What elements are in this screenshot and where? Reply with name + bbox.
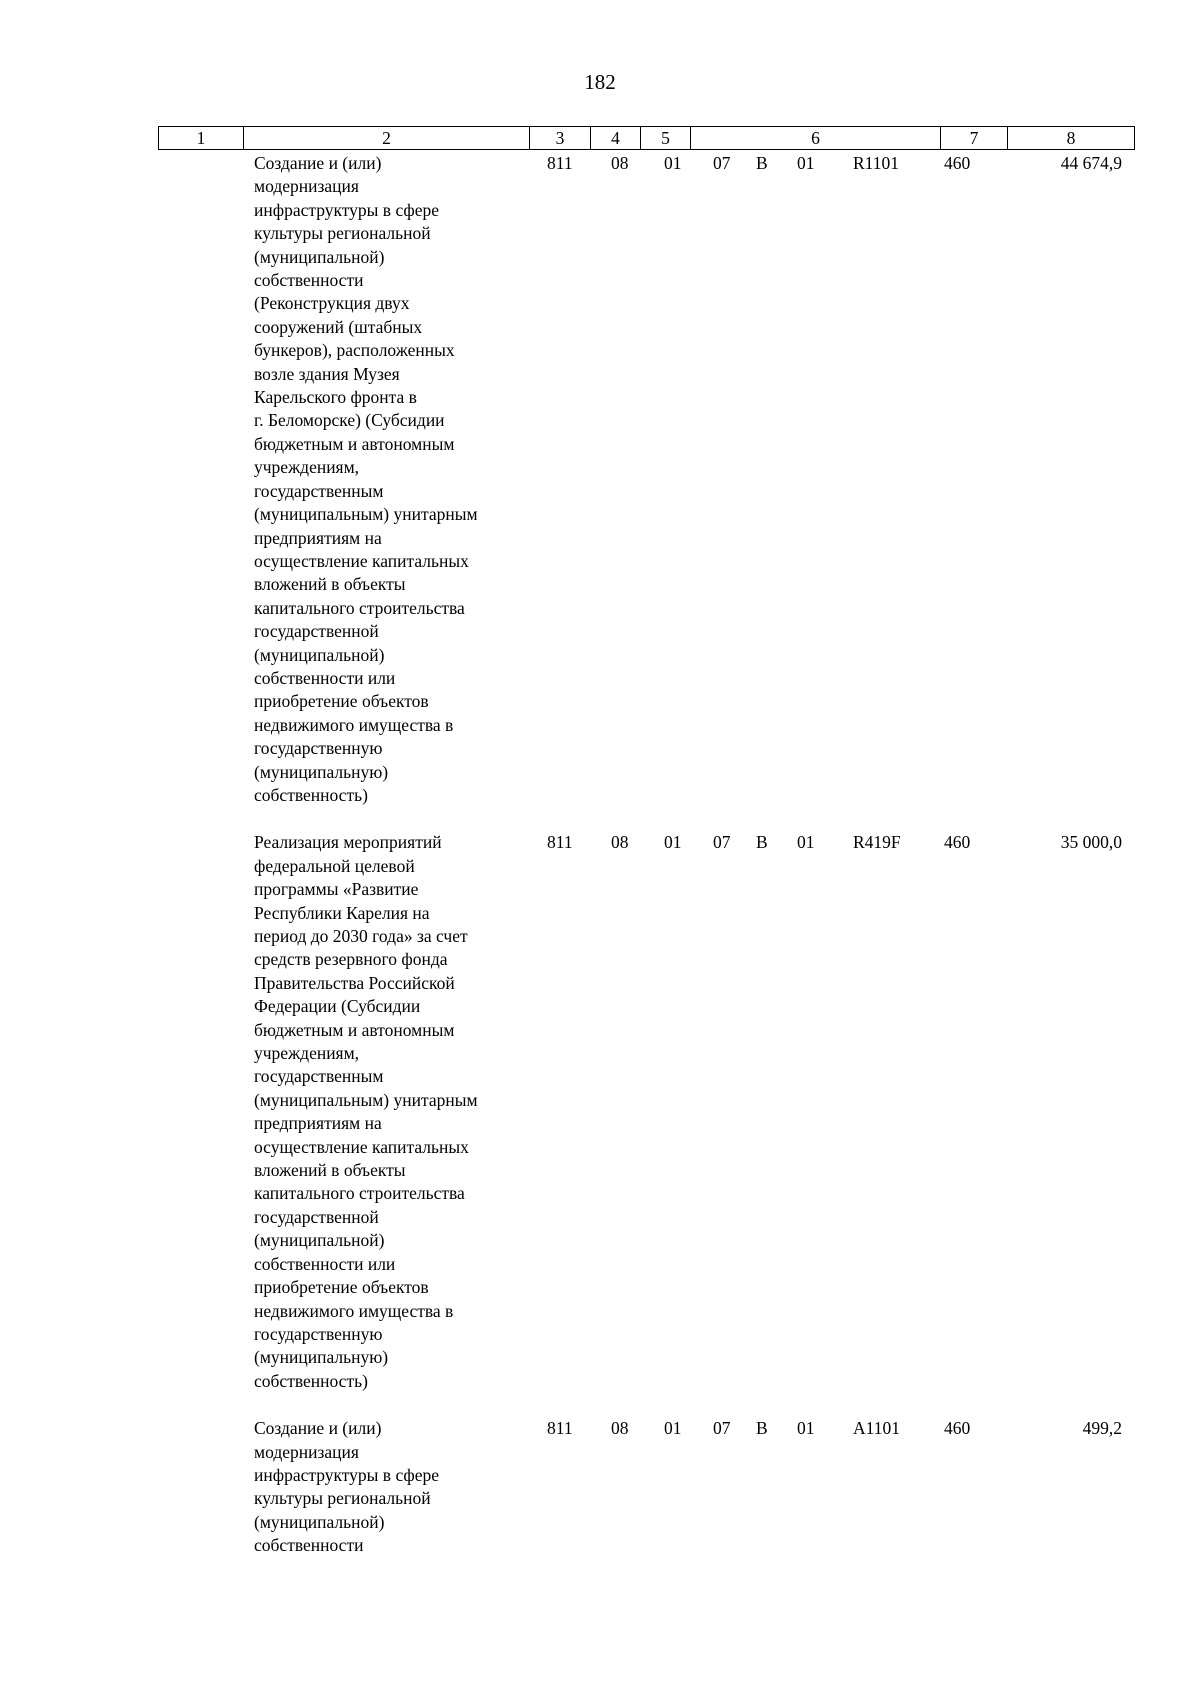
section-code-cell: 08 bbox=[611, 1418, 629, 1439]
target-article-event-cell: 01 bbox=[797, 153, 815, 173]
column-header-8: 8 bbox=[1008, 127, 1135, 150]
department-code-cell: 811 bbox=[547, 832, 573, 853]
description-line: (муниципальную) bbox=[254, 1347, 389, 1368]
target-article-event-cell: 01 bbox=[797, 832, 815, 853]
description-line: культуры региональной bbox=[254, 223, 431, 244]
description-line: собственности или bbox=[254, 1253, 396, 1274]
expense-type-code-cell: 460 bbox=[944, 1418, 971, 1439]
description-line: (муниципальной) bbox=[254, 1511, 385, 1532]
description-line: модернизация bbox=[254, 176, 359, 197]
description-line: собственность) bbox=[254, 784, 368, 805]
amount-cell: 35 000,0 bbox=[1060, 832, 1122, 853]
description-line: приобретение объектов bbox=[254, 691, 429, 712]
description-line: государственным bbox=[254, 480, 384, 501]
row-description bbox=[254, 1417, 519, 1557]
description-line: бункеров), расположенных bbox=[254, 340, 455, 361]
subsection-code-cell: 01 bbox=[664, 1418, 682, 1439]
target-article-event-cell: 01 bbox=[797, 1418, 815, 1439]
column-header-4: 4 bbox=[591, 127, 641, 150]
description-line: бюджетным и автономным bbox=[254, 1019, 455, 1040]
target-article-direction-cell: A1101 bbox=[853, 1418, 900, 1439]
target-article-program-cell: 07 bbox=[713, 1418, 731, 1439]
description-line: возле здания Музея bbox=[254, 363, 400, 384]
description-line: федеральной целевой bbox=[254, 855, 415, 876]
table-row bbox=[0, 152, 1200, 807]
budget-rows bbox=[0, 152, 1200, 1582]
description-line: Создание и (или) bbox=[254, 1418, 382, 1439]
description-line: Республики Карелия на bbox=[254, 902, 430, 923]
column-header-row bbox=[159, 127, 1135, 150]
description-line: г. Беломорске) (Субсидии bbox=[254, 410, 445, 431]
description-line: Реализация мероприятий bbox=[254, 832, 442, 853]
description-line: осуществление капитальных bbox=[254, 550, 469, 571]
column-header-table bbox=[158, 126, 1135, 150]
target-article-subprogram-cell: В bbox=[756, 153, 768, 173]
row-description bbox=[254, 152, 519, 807]
description-line: (муниципальной) bbox=[254, 644, 385, 665]
description-line: капитального строительства bbox=[254, 1183, 465, 1204]
description-line: (муниципальную) bbox=[254, 761, 389, 782]
description-line: культуры региональной bbox=[254, 1488, 431, 1509]
description-line: инфраструктуры в сфере bbox=[254, 1464, 440, 1485]
target-article-direction-cell: R419F bbox=[853, 832, 901, 853]
description-line: учреждениям, bbox=[254, 457, 360, 478]
description-line: Правительства Российской bbox=[254, 972, 455, 993]
description-line: (муниципальным) унитарным bbox=[254, 504, 478, 525]
expense-type-code-cell: 460 bbox=[944, 832, 971, 853]
description-line: Карельского фронта в bbox=[254, 387, 417, 408]
expense-type-code-cell: 460 bbox=[944, 153, 971, 173]
description-line: предприятиям на bbox=[254, 527, 382, 548]
column-header-5: 5 bbox=[641, 127, 691, 150]
target-article-subprogram-cell: В bbox=[756, 832, 768, 853]
department-code-cell: 811 bbox=[547, 153, 573, 173]
description-line: (муниципальной) bbox=[254, 246, 385, 267]
description-line: предприятиям на bbox=[254, 1113, 382, 1134]
description-line: государственным bbox=[254, 1066, 384, 1087]
description-line: период до 2030 года» за счет bbox=[254, 926, 468, 946]
description-line: государственную bbox=[254, 1323, 383, 1344]
description-line: собственность) bbox=[254, 1370, 368, 1391]
description-line: (муниципальным) унитарным bbox=[254, 1089, 478, 1110]
description-line: бюджетным и автономным bbox=[254, 433, 455, 454]
row-description bbox=[254, 831, 519, 1393]
column-header-6: 6 bbox=[691, 127, 941, 150]
subsection-code-cell: 01 bbox=[664, 153, 682, 173]
subsection-code-cell: 01 bbox=[664, 832, 682, 853]
page-number: 182 bbox=[584, 70, 616, 94]
description-line: осуществление капитальных bbox=[254, 1136, 469, 1157]
section-code-cell: 08 bbox=[611, 832, 629, 853]
amount-cell: 499,2 bbox=[1082, 1418, 1122, 1439]
table-row bbox=[0, 831, 1200, 1393]
description-line: Создание и (или) bbox=[254, 153, 382, 173]
section-code-cell: 08 bbox=[611, 153, 629, 173]
description-line: (муниципальной) bbox=[254, 1230, 385, 1251]
description-line: модернизация bbox=[254, 1441, 359, 1462]
description-line: средств резервного фонда bbox=[254, 949, 448, 970]
description-line: государственной bbox=[254, 621, 379, 642]
description-line: программы «Развитие bbox=[254, 879, 419, 900]
description-line: Федерации (Субсидии bbox=[254, 996, 421, 1017]
column-header-3: 3 bbox=[530, 127, 591, 150]
column-header-2: 2 bbox=[244, 127, 530, 150]
column-header-1: 1 bbox=[159, 127, 244, 150]
description-line: недвижимого имущества в bbox=[254, 714, 454, 735]
column-header-7: 7 bbox=[941, 127, 1008, 150]
description-line: собственности или bbox=[254, 667, 396, 688]
description-line: недвижимого имущества в bbox=[254, 1300, 454, 1321]
description-line: капитального строительства bbox=[254, 597, 465, 618]
description-line: (Реконструкция двух bbox=[254, 293, 410, 314]
target-article-program-cell: 07 bbox=[713, 832, 731, 853]
description-line: государственную bbox=[254, 738, 383, 759]
description-line: вложений в объекты bbox=[254, 1160, 406, 1181]
amount-cell: 44 674,9 bbox=[1060, 153, 1122, 173]
target-article-direction-cell: R1101 bbox=[853, 153, 900, 173]
description-line: вложений в объекты bbox=[254, 574, 406, 595]
description-line: собственности bbox=[254, 270, 364, 291]
target-article-program-cell: 07 bbox=[713, 153, 731, 173]
description-line: приобретение объектов bbox=[254, 1277, 429, 1298]
description-line: учреждениям, bbox=[254, 1043, 360, 1064]
department-code-cell: 811 bbox=[547, 1418, 573, 1439]
target-article-subprogram-cell: В bbox=[756, 1418, 768, 1439]
description-line: сооружений (штабных bbox=[254, 316, 423, 337]
description-line: инфраструктуры в сфере bbox=[254, 199, 440, 220]
description-line: государственной bbox=[254, 1206, 379, 1227]
description-line: собственности bbox=[254, 1535, 364, 1556]
table-row bbox=[0, 1417, 1200, 1557]
